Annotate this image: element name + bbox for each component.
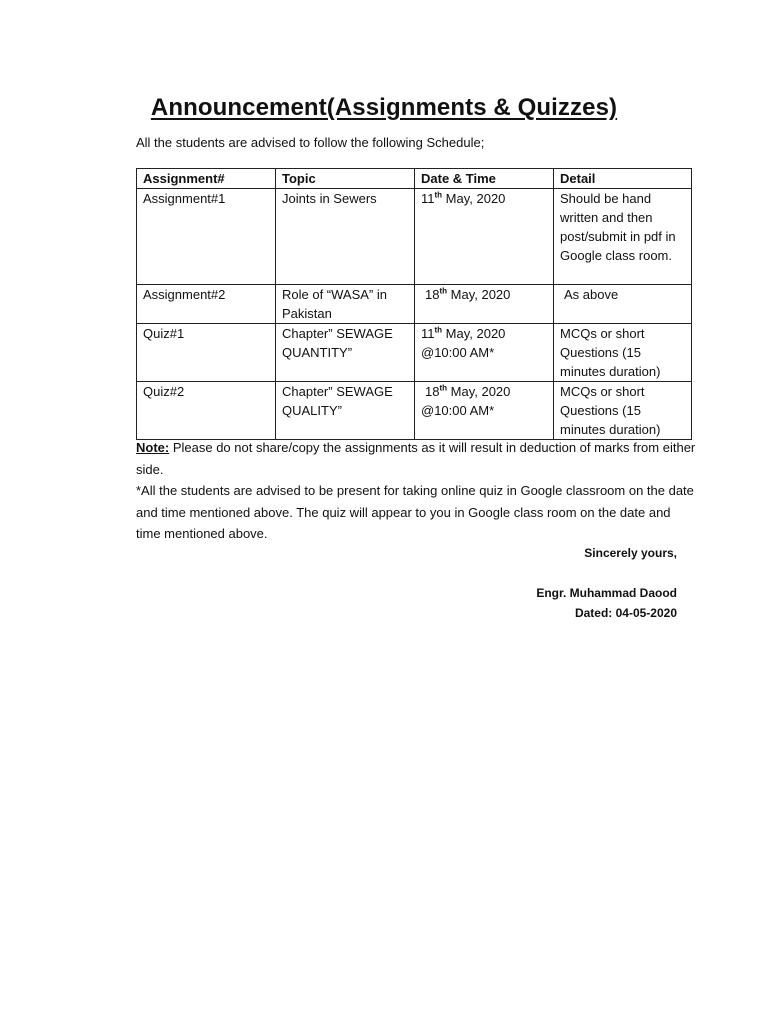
- date-rest: May, 2020: [447, 384, 511, 399]
- note-paragraph: [136, 437, 696, 480]
- header-date-time: Date & Time: [415, 169, 554, 189]
- date-suffix: th: [439, 286, 448, 296]
- date-rest: May, 2020: [447, 287, 511, 302]
- notes-section: [136, 437, 696, 545]
- note-text: Please do not share/copy the assignments as it will result in deduction of marks from either side.: [136, 440, 696, 477]
- cell-date-time: [415, 382, 554, 440]
- time-text: @10:00 AM*: [421, 345, 495, 360]
- header-detail: Detail: [554, 169, 692, 189]
- cell-detail: [554, 285, 692, 324]
- intro-text: All the students are advised to follow the following Schedule;: [136, 135, 485, 150]
- table-row: [137, 324, 692, 382]
- cell-detail: Should be hand written and then post/submit in pdf in Google class room.: [554, 189, 692, 285]
- cell-date-time: [415, 189, 554, 285]
- page-title: Announcement(Assignments & Quizzes): [150, 94, 618, 121]
- date-rest: May, 2020: [442, 326, 506, 341]
- date-rest: May, 2020: [442, 191, 506, 206]
- cell-assignment: Quiz#2: [137, 382, 276, 440]
- header-topic: Topic: [276, 169, 415, 189]
- cell-detail: MCQs or short Questions (15 minutes duration): [554, 382, 692, 440]
- table-row: [137, 285, 692, 324]
- header-assignment: Assignment#: [137, 169, 276, 189]
- note-label: Note:: [136, 440, 170, 455]
- date-suffix: th: [434, 190, 443, 200]
- signatory-name: Engr. Muhammad Daood: [536, 586, 677, 600]
- cell-topic: Role of “WASA” in Pakistan: [276, 285, 415, 324]
- cell-assignment: Quiz#1: [137, 324, 276, 382]
- schedule-table: [136, 168, 692, 440]
- date-day: 11: [421, 191, 435, 206]
- date-day: 11: [421, 326, 435, 341]
- time-text: @10:00 AM*: [421, 403, 495, 418]
- cell-detail: MCQs or short Questions (15 minutes duration): [554, 324, 692, 382]
- dated-text: Dated: 04-05-2020: [574, 606, 677, 620]
- cell-date-time: [415, 324, 554, 382]
- date-day: 18: [425, 384, 440, 399]
- closing-text: Sincerely yours,: [584, 546, 677, 560]
- table-row: [137, 382, 692, 440]
- date-day: 18: [425, 287, 440, 302]
- cell-topic: Chapter” SEWAGE QUANTITY”: [276, 324, 415, 382]
- cell-date-time: [415, 285, 554, 324]
- date-suffix: th: [439, 383, 448, 393]
- cell-assignment: Assignment#1: [137, 189, 276, 285]
- cell-topic: Chapter” SEWAGE QUALITY”: [276, 382, 415, 440]
- cell-topic: Joints in Sewers: [276, 189, 415, 285]
- date-suffix: th: [434, 325, 443, 335]
- quiz-notice-paragraph: *All the students are advised to be present for taking online quiz in Google classroom on the date and time mentioned above. The quiz will appear to you in Google class room on the date and time mentioned above.: [136, 483, 694, 542]
- table-row: [137, 189, 692, 285]
- cell-assignment: Assignment#2: [137, 285, 276, 324]
- detail-text: As above: [564, 287, 619, 302]
- table-header-row: [137, 169, 692, 189]
